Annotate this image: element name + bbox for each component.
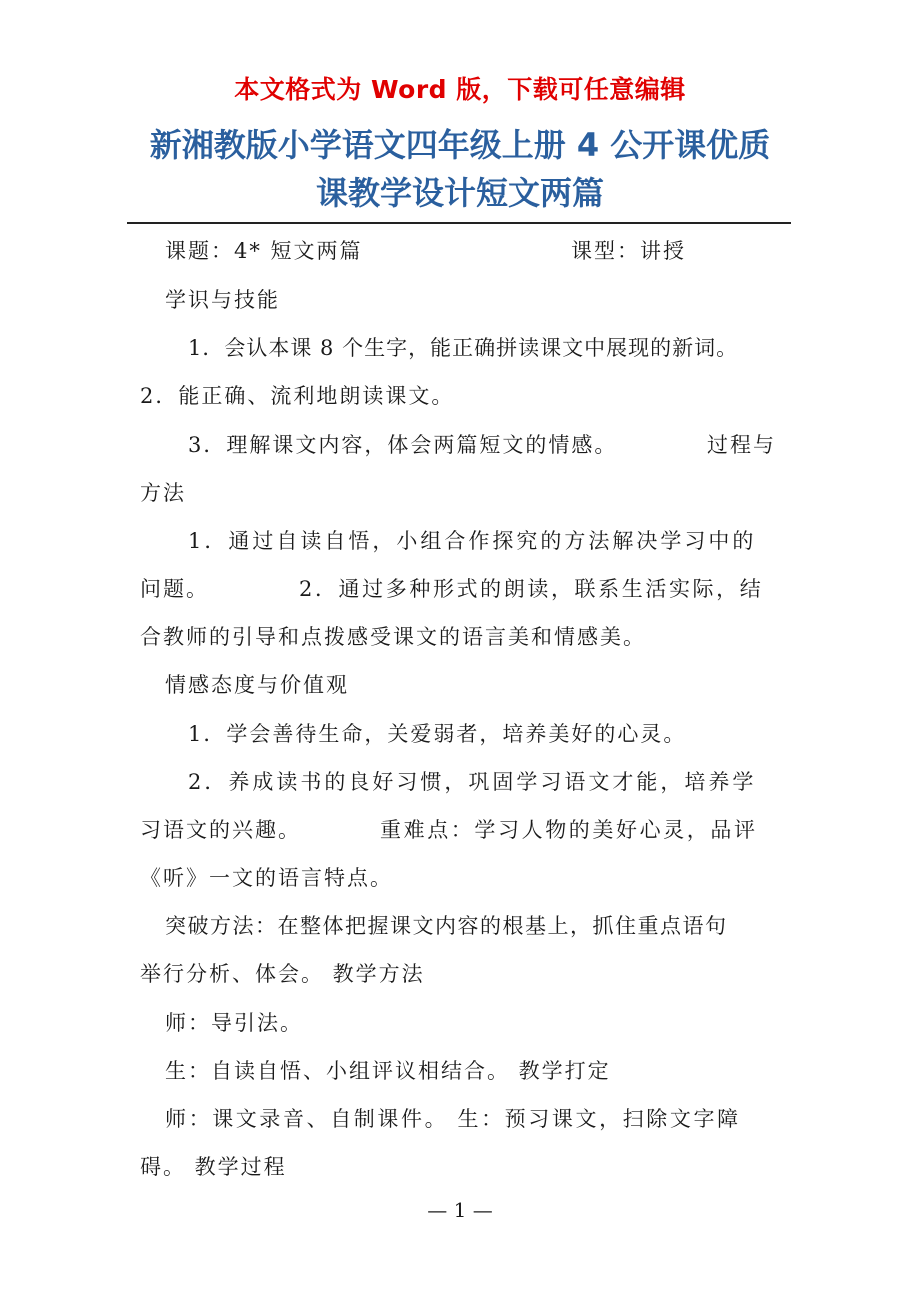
paragraph-line: 2．能正确、流利地朗读课文。 xyxy=(140,384,455,408)
paragraph-line: 3．理解课文内容，体会两篇短文的情感。 xyxy=(188,433,618,457)
section-heading-skills: 学识与技能 xyxy=(165,288,280,312)
paragraph-line: 方法 xyxy=(140,481,186,505)
paragraph-line: 问题。 xyxy=(140,577,209,601)
paragraph-line: 师：课文录音、自制课件。 生：预习课文，扫除文字障 xyxy=(165,1107,741,1131)
title-line-1: 新湘教版小学语文四年级上册 4 公开课优质 xyxy=(149,126,771,164)
page-number: — 1 — xyxy=(427,1198,493,1222)
lesson-topic: 课题：4* 短文两篇 xyxy=(165,239,363,263)
paragraph-line: 2．养成读书的良好习惯，巩固学习语文才能，培养学 xyxy=(188,770,757,794)
title-line-2: 课教学设计短文两篇 xyxy=(315,174,604,212)
paragraph-line: 突破方法：在整体把握课文内容的根基上，抓住重点语句 xyxy=(165,914,728,938)
paragraph-line: 碍。 教学过程 xyxy=(140,1155,287,1179)
paragraph-line: 《听》一文的语言特点。 xyxy=(140,866,393,890)
paragraph-line: 1．会认本课 8 个生字，能正确拼读课文中展现的新词。 xyxy=(188,336,739,360)
lesson-type: 课型：讲授 xyxy=(571,239,686,263)
paragraph-line: 合教师的引导和点拨感受课文的语言美和情感美。 xyxy=(140,625,646,649)
paragraph-line: 1．学会善待生命，关爱弱者，培养美好的心灵。 xyxy=(188,722,687,746)
title-divider xyxy=(127,222,791,224)
paragraph-line: 重难点：学习人物的美好心灵，品评 xyxy=(380,818,758,842)
paragraph-line: 过程与 xyxy=(707,433,776,457)
paragraph-line: 2．通过多种形式的朗读，联系生活实际，结 xyxy=(299,577,764,601)
paragraph-line: 1．通过自读自悟，小组合作探究的方法解决学习中的 xyxy=(188,529,757,553)
paragraph-line: 习语文的兴趣。 xyxy=(140,818,301,842)
format-notice: 本文格式为 Word 版，下载可任意编辑 xyxy=(234,75,686,104)
paragraph-line: 师：导引法。 xyxy=(165,1011,303,1035)
section-heading-values: 情感态度与价值观 xyxy=(165,673,349,697)
paragraph-line: 生：自读自悟、小组评议相结合。 教学打定 xyxy=(165,1059,611,1083)
paragraph-line: 举行分析、体会。 教学方法 xyxy=(140,962,425,986)
